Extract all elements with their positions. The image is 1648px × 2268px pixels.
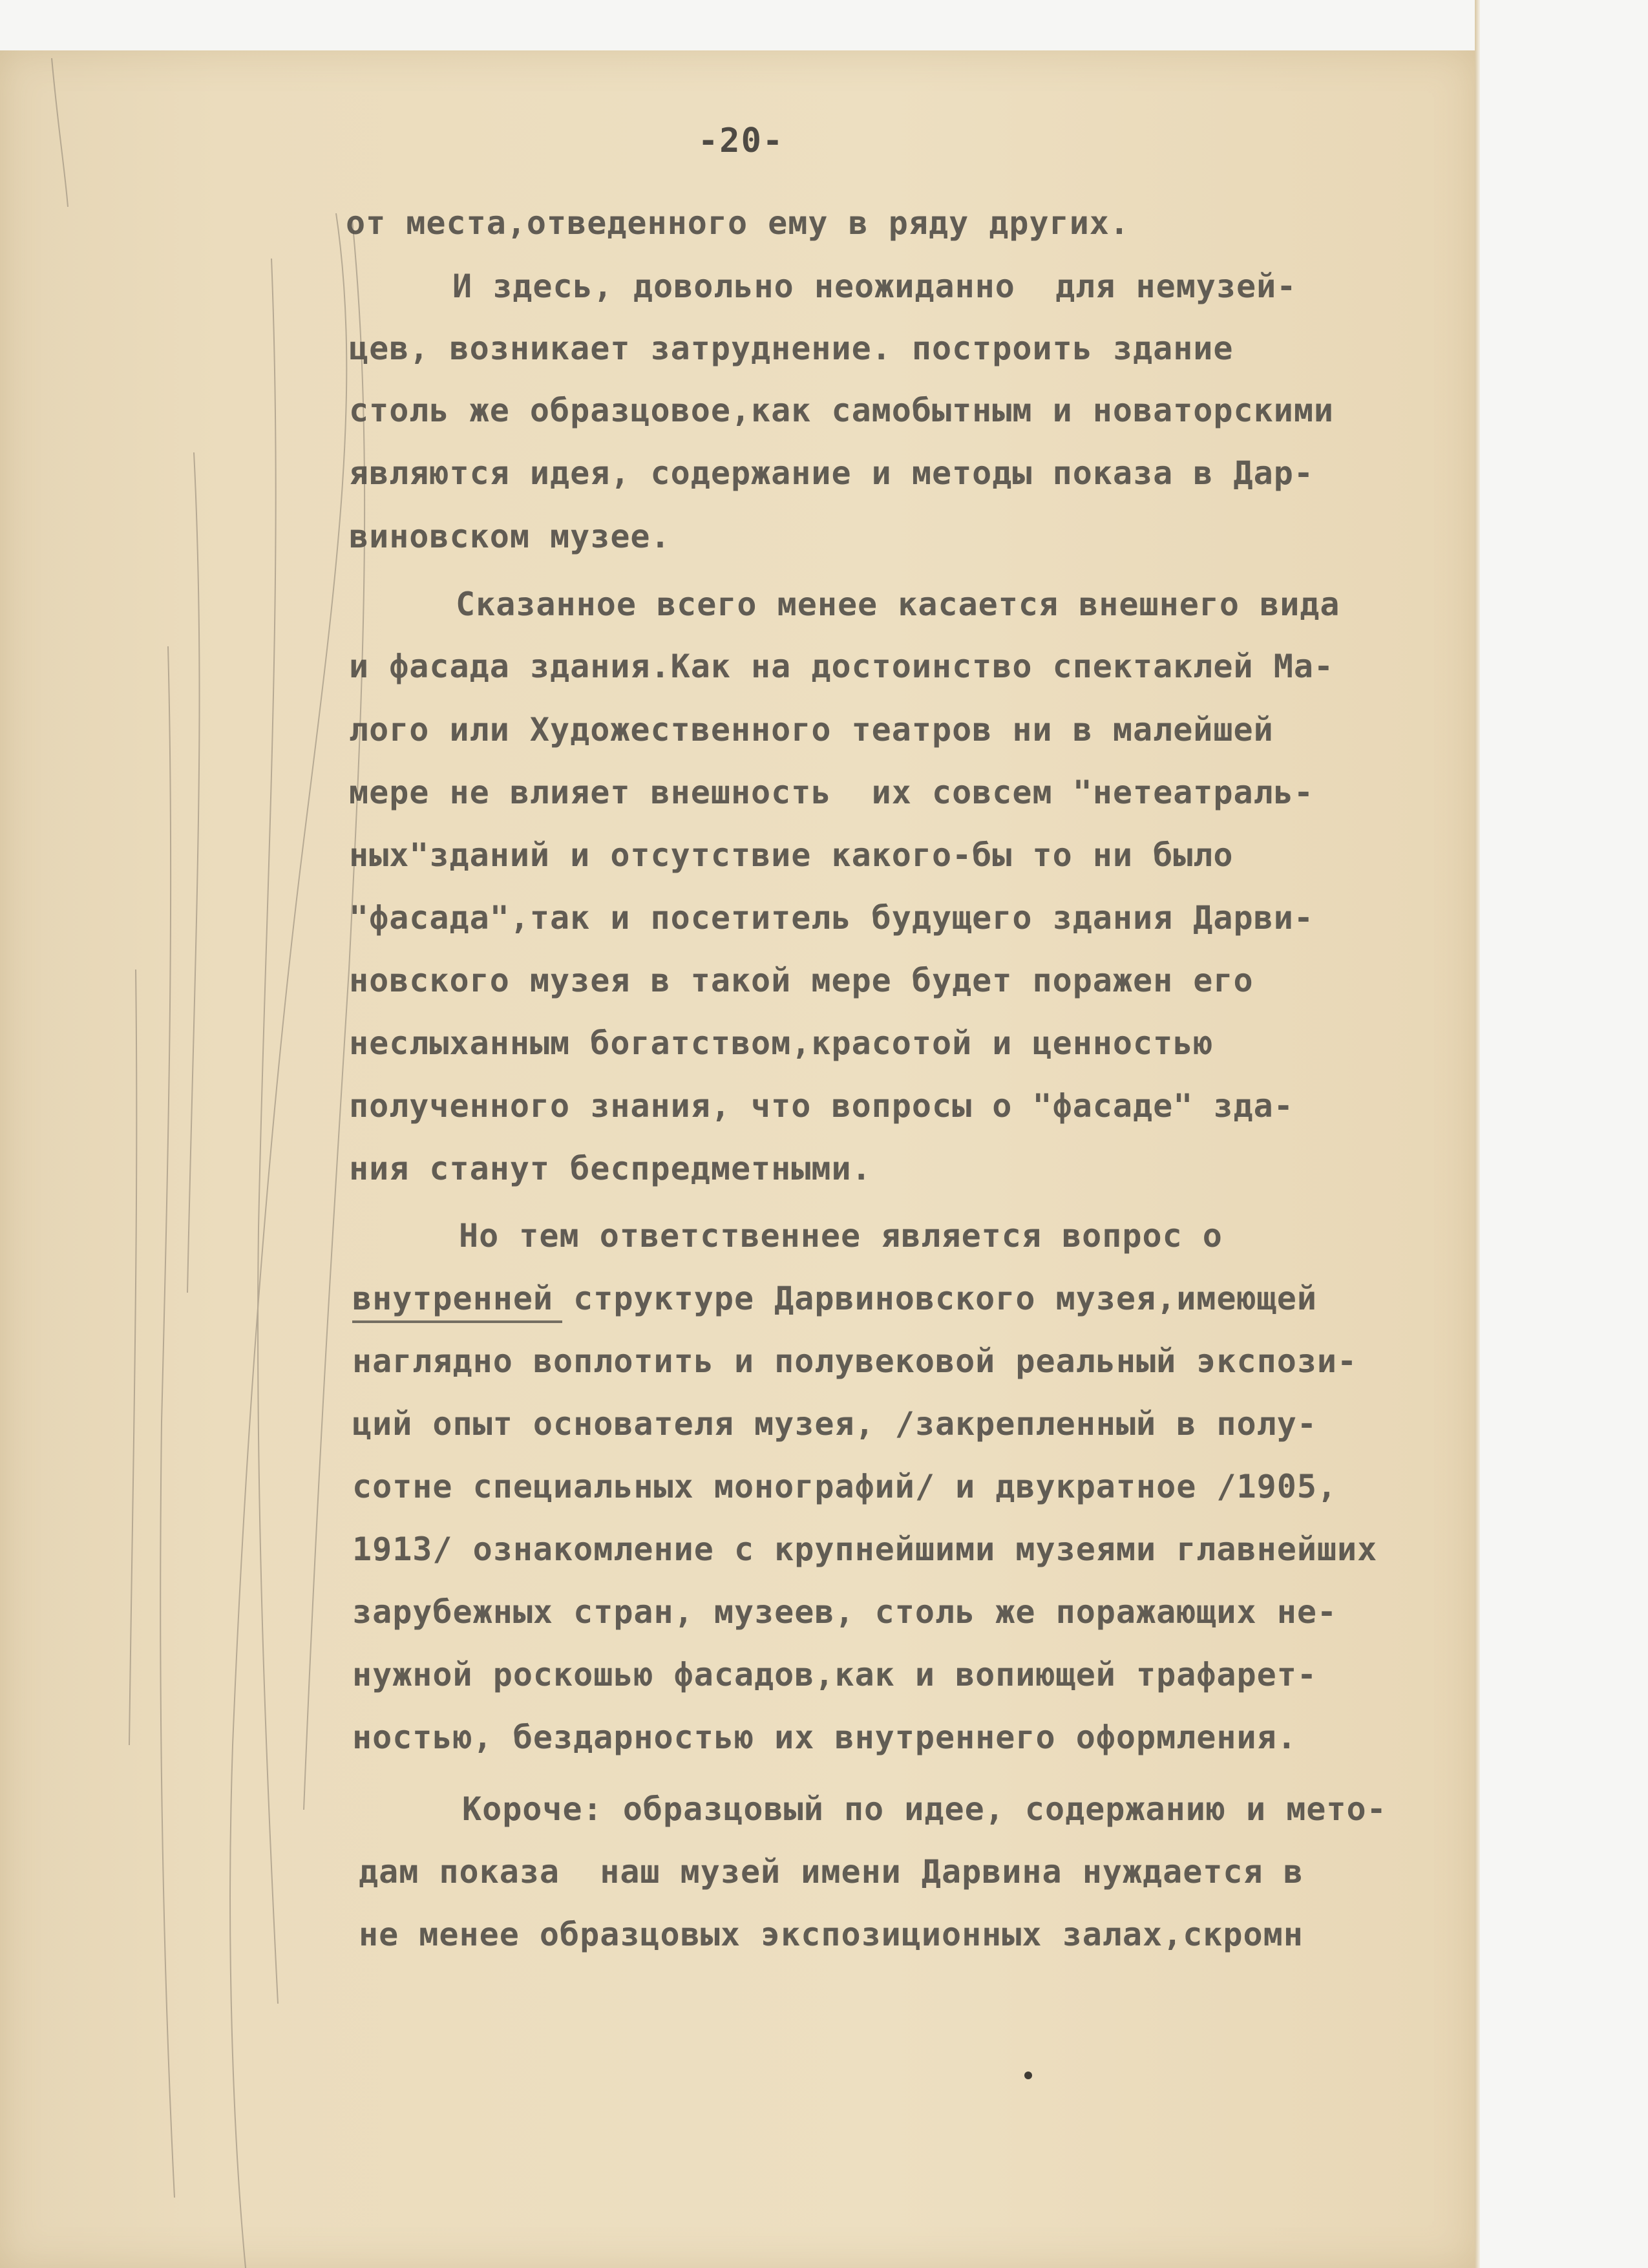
text-line: Но тем ответственнее является вопрос о	[459, 1217, 1223, 1255]
text-line: 1913/ ознакомление с крупнейшими музеями главнейших	[352, 1531, 1378, 1568]
text-line: лого или Художественного театров ни в малейшей	[349, 711, 1274, 748]
text-line: от места,отведенного ему в ряду других.	[346, 204, 1130, 242]
text-line: мере не влияет внешность их совсем "нетеатраль-	[349, 774, 1314, 811]
text-line: виновском музее.	[349, 518, 671, 555]
text-line: ных"зданий и отсутствие какого-бы то ни было	[349, 836, 1234, 874]
text-line: Сказанное всего менее касается внешнего вида	[456, 586, 1340, 623]
text-line: и фасада здания.Как на достоинство спектаклей Ма-	[349, 648, 1335, 685]
text-line: И здесь, довольно неожиданно для немузей-	[452, 268, 1297, 305]
text-line: являются идея, содержание и методы показа в Дар-	[349, 454, 1314, 492]
text-line: столь же образцовое,как самобытным и новаторскими	[349, 392, 1335, 429]
page-number: -20-	[698, 122, 785, 160]
text-line: полученного знания, что вопросы о "фасаде" зда-	[349, 1087, 1294, 1125]
text-line: не менее образцовых экспозиционных залах,скромн	[359, 1916, 1304, 1953]
text-line: Короче: образцовый по идее, содержанию и мето-	[462, 1790, 1387, 1828]
text-line: дам показа наш музей имени Дарвина нуждается в	[359, 1853, 1304, 1891]
text-line: зарубежных стран, музеев, столь же поражающих не-	[352, 1593, 1338, 1631]
text-line: цев, возникает затруднение. построить здание	[349, 330, 1234, 367]
text-line: внутренней структуре Дарвиновского музея,имеющей	[352, 1280, 1317, 1317]
text-line: ностью, бездарностью их внутреннего оформления.	[352, 1719, 1297, 1756]
ink-dot	[1024, 2072, 1032, 2079]
text-line: ций опыт основателя музея, /закрепленный в полу-	[352, 1405, 1317, 1443]
text-line: сотне специальных монографий/ и двукратное /1905,	[352, 1468, 1338, 1505]
text-line: новского музея в такой мере будет поражен его	[349, 962, 1254, 999]
text-line: "фасада",так и посетитель будущего здания Дарви-	[349, 899, 1314, 937]
text-line: наглядно воплотить и полувековой реальный экспози-	[352, 1342, 1358, 1380]
paper-edge	[1475, 0, 1480, 2268]
text-line: неслыханным богатством,красотой и ценностью	[349, 1024, 1214, 1062]
text-line: ния станут беспредметными.	[349, 1150, 872, 1187]
underline-mark	[352, 1320, 562, 1323]
text-line: нужной роскошью фасадов,как и вопиющей трафарет-	[352, 1656, 1317, 1693]
